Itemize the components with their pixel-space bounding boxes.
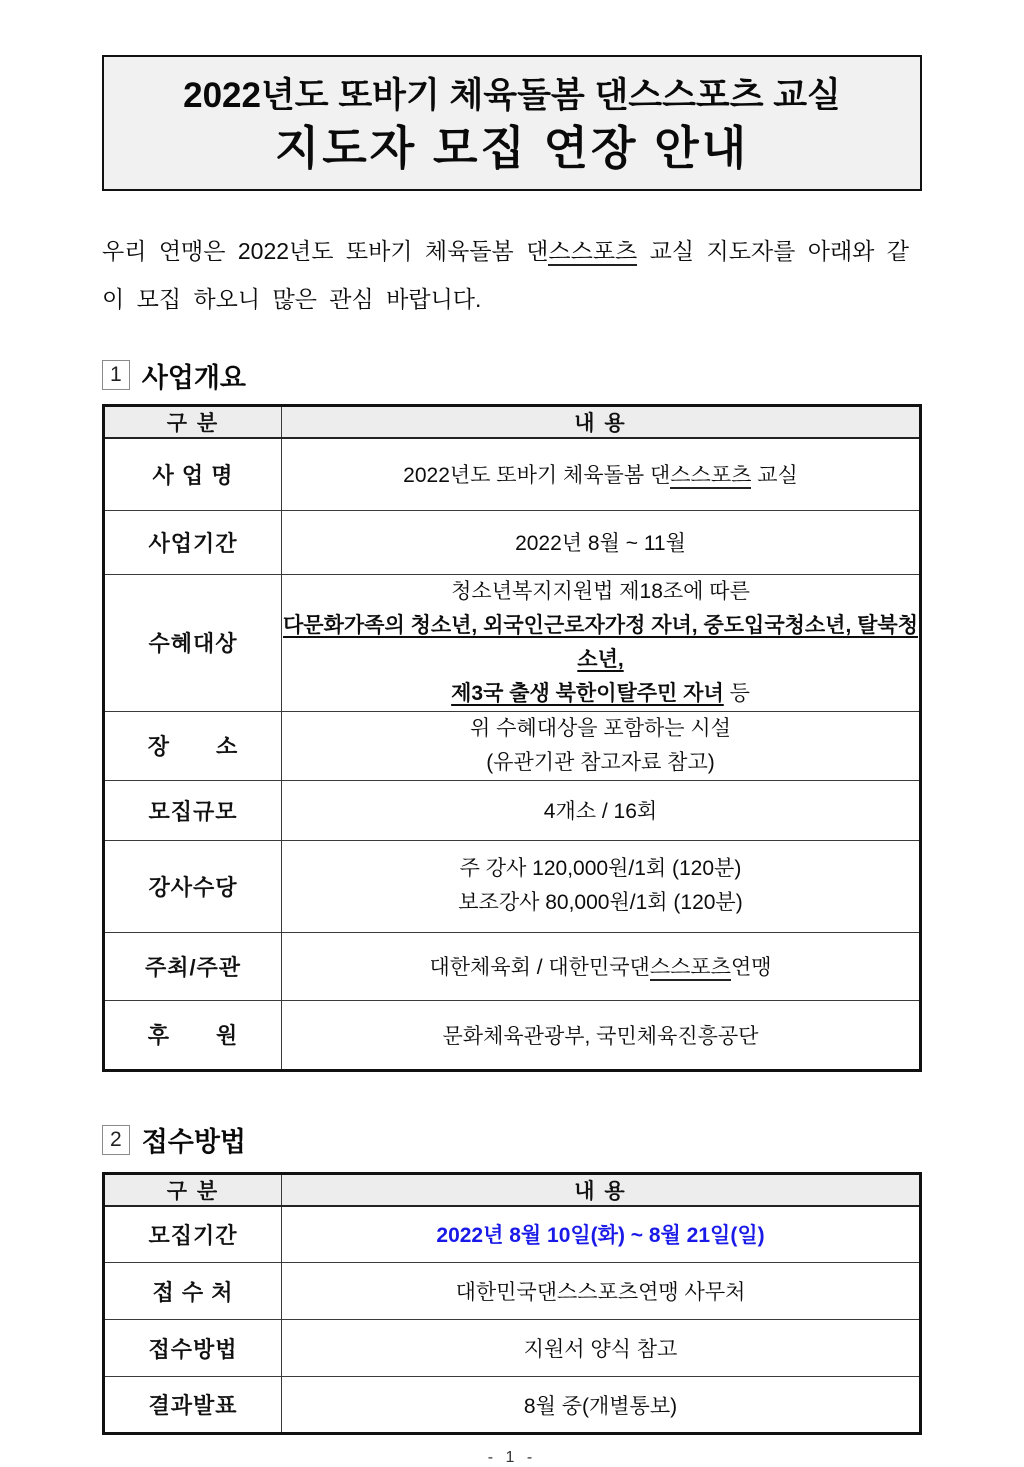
- intro-paragraph: [102, 227, 922, 323]
- row-value-name: [282, 438, 921, 510]
- row-label-sponsor: 후 원: [104, 1000, 282, 1070]
- table-row-sponsor: [104, 1000, 921, 1070]
- document-title-line1: 2022년도 또바기 체육돌봄 댄스스포츠 교실: [183, 76, 841, 115]
- table-row-name: [104, 438, 921, 510]
- row-label-recruit-period: 모집기간: [104, 1206, 282, 1263]
- intro-line1-post: 교실 지도자를 아래와 같: [637, 238, 910, 264]
- row-value-reception: 대한민국댄스스포츠연맹 사무처: [282, 1263, 921, 1320]
- row-label-pay: 강사수당: [104, 840, 282, 932]
- section2-heading: [102, 1122, 922, 1158]
- location-line1: 위 수혜대상을 포함하는 시설: [470, 716, 731, 740]
- title-box: [102, 55, 922, 191]
- beneficiary-line3: [282, 677, 919, 711]
- table-header-row: [104, 406, 921, 439]
- beneficiary-line1: 청소년복지지원법 제18조에 따른: [451, 579, 750, 603]
- row-value-host: [282, 932, 921, 1000]
- host-value-underlined: 스스포츠: [649, 956, 731, 979]
- row-label-scale: 모집규모: [104, 780, 282, 840]
- host-value-post: 연맹: [730, 956, 772, 979]
- row-label-reception: 접 수 처: [104, 1263, 282, 1320]
- section1-number-box: 1: [102, 360, 130, 390]
- table-row-method: [104, 1320, 921, 1377]
- table-row-result: [104, 1377, 921, 1434]
- intro-line1-underlined: 스스포츠: [548, 238, 638, 264]
- intro-line2: 이 모집 하오니 많은 관심 바랍니다.: [102, 286, 482, 312]
- row-value-pay: [282, 840, 921, 932]
- table-row-recruit-period: [104, 1206, 921, 1263]
- section2-heading-label: 접수방법: [141, 1127, 247, 1157]
- name-value-post: 교실: [751, 464, 798, 488]
- table-row-scale: [104, 780, 921, 840]
- pay-line2: 보조강사 80,000원/1회 (120분): [458, 891, 743, 914]
- section1-heading: [102, 357, 922, 393]
- recruit-period-highlight: 2022년 8월 10일(화) ~ 8월 21일(일): [436, 1224, 765, 1248]
- application-table: [102, 1172, 922, 1436]
- pay-line1: 주 강사 120,000원/1회 (120분): [459, 857, 742, 880]
- table-row-location: [104, 711, 921, 780]
- row-label-result: 결과발표: [104, 1377, 282, 1434]
- section2-number-box: 2: [102, 1125, 130, 1155]
- row-value-sponsor: 문화체육관광부, 국민체육진흥공단: [282, 1000, 921, 1070]
- table-row-pay: [104, 840, 921, 932]
- beneficiary-line3-underlined: 제3국 출생 북한이탈주민 자녀: [451, 681, 724, 705]
- beneficiary-line2: 다문화가족의 청소년, 외국인근로자가정 자녀, 중도입국청소년, 탈북청소년,: [283, 613, 918, 671]
- header-cell-content: 내 용: [282, 406, 921, 439]
- beneficiary-line3-rest: 등: [723, 681, 750, 705]
- intro-line1-pre: 우리 연맹은 2022년도 또바기 체육돌봄 댄: [102, 238, 549, 264]
- row-label-location: 장 소: [104, 711, 282, 780]
- table-header-row: [104, 1173, 921, 1206]
- document-title-line2: 지도자 모집 연장 안내: [274, 122, 750, 174]
- row-value-method: 지원서 양식 참고: [282, 1320, 921, 1377]
- table-row-reception: [104, 1263, 921, 1320]
- section1-heading-label: 사업개요: [141, 362, 247, 393]
- row-value-scale: 4개소 / 16회: [282, 780, 921, 840]
- name-value-pre: 2022년도 또바기 체육돌봄 댄: [403, 464, 671, 488]
- row-label-beneficiary: 수혜대상: [104, 574, 282, 711]
- row-value-period: 2022년 8월 ~ 11월: [282, 510, 921, 574]
- overview-table: [102, 404, 922, 1072]
- table-row-host: [104, 932, 921, 1000]
- host-value-pre: 대한체육회 / 대한민국댄: [429, 956, 650, 979]
- header-cell-content: 내 용: [282, 1173, 921, 1206]
- row-label-name: 사 업 명: [104, 438, 282, 510]
- name-value-underlined: 스스포츠: [670, 464, 752, 488]
- row-value-result: 8월 중(개별통보): [282, 1377, 921, 1434]
- row-value-location: [282, 711, 921, 780]
- header-cell-category: 구 분: [104, 406, 282, 439]
- row-value-beneficiary: [282, 574, 921, 711]
- row-label-method: 접수방법: [104, 1320, 282, 1377]
- page-number: - 1 -: [487, 1449, 537, 1466]
- table-row-period: [104, 510, 921, 574]
- row-value-recruit-period: [282, 1206, 921, 1263]
- location-line2: (유관기관 참고자료 참고): [486, 750, 715, 774]
- row-label-host: 주최/주관: [104, 932, 282, 1000]
- header-cell-category: 구 분: [104, 1173, 282, 1206]
- table-row-beneficiary: [104, 574, 921, 711]
- row-label-period: 사업기간: [104, 510, 282, 574]
